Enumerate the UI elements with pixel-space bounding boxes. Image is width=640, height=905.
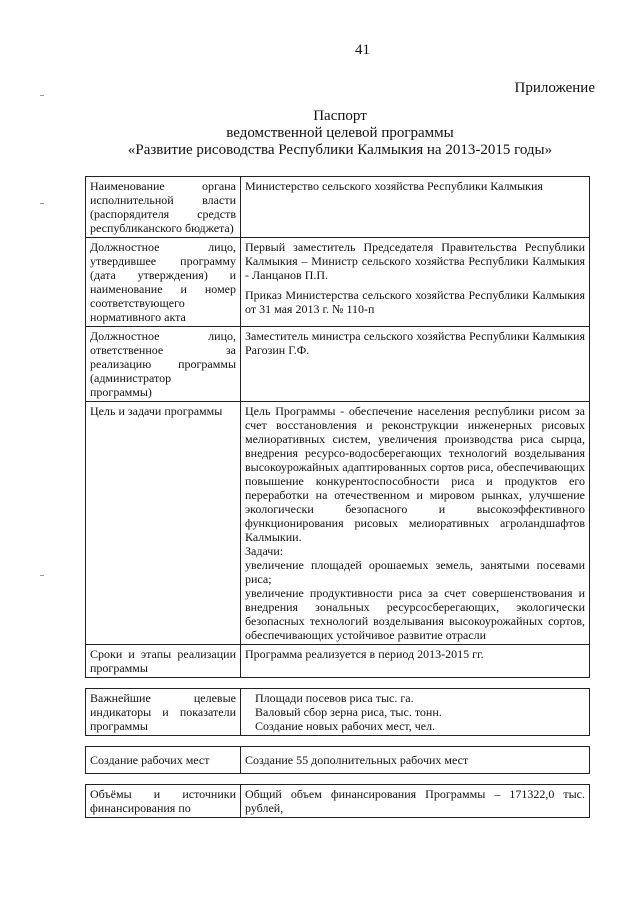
row-value <box>241 645 590 678</box>
row-value <box>241 747 590 774</box>
row-label: Цель и задачи программы <box>86 402 241 645</box>
indicator-item: Площади посевов риса тыс. га. <box>255 691 414 705</box>
table-row <box>86 747 590 774</box>
document-title <box>60 108 620 159</box>
margin-mark <box>40 203 44 204</box>
value-paragraph: Создание 55 дополнительных рабочих мест <box>245 753 469 767</box>
value-paragraph: Заместитель министра сельского хозяйства Республики Калмыкия Рагозин Г.Ф. <box>245 329 585 357</box>
title-line: ведомственной целевой программы <box>226 125 454 141</box>
row-label: Сроки и этапы реализации программы <box>86 645 241 678</box>
value-paragraph: увеличение площадей орошаемых земель, занятыми посевами риса; <box>245 558 585 586</box>
indicator-item: Создание новых рабочих мест, чел. <box>255 719 436 733</box>
row-label: Объёмы и источники финансирования по <box>86 785 241 818</box>
table-row <box>86 689 590 736</box>
row-value <box>241 689 590 736</box>
value-paragraph: Приказ Министерства сельского хозяйства Республики Калмыкия от 31 мая 2013 г. № 110-п <box>245 288 585 316</box>
value-paragraph: увеличение продуктивности риса за счет совершенствования и внедрения зональных ресурсосберегающих, экологически безопасных технологий возделывания высокоурожайных сортов, обеспечивающих устойчивое развитие отрасли <box>245 586 585 642</box>
margin-mark <box>40 95 44 96</box>
table-row <box>86 238 590 327</box>
indicator-item: Валовый сбор зерна риса, тыс. тонн. <box>255 705 442 719</box>
row-value <box>241 327 590 402</box>
row-label: Создание рабочих мест <box>86 747 241 774</box>
page-number: 41 <box>355 42 370 58</box>
row-label: Должностное лицо, утвердившее программу (дата утверждения) и наименование и номер соответствующего нормативного акта <box>86 238 241 327</box>
row-label: Должностное лицо, ответственное за реализацию программы (администратор программы) <box>86 327 241 402</box>
table-gap <box>86 678 590 689</box>
value-paragraph: Задачи: <box>245 544 284 558</box>
table-gap <box>86 774 590 785</box>
value-paragraph: Первый заместитель Председателя Правительства Республики Калмыкия – Министр сельского хозяйства Республики Калмыкия - Ланцанов П.П. <box>245 240 585 282</box>
table-row <box>86 177 590 238</box>
passport-table <box>85 176 590 818</box>
title-line: «Развитие рисоводства Республики Калмыкия на 2013-2015 годы» <box>127 142 553 158</box>
value-paragraph: Министерство сельского хозяйства Республики Калмыкия <box>245 179 543 193</box>
table-row <box>86 645 590 678</box>
margin-mark <box>40 575 44 576</box>
title-line: Паспорт <box>313 108 367 124</box>
table-row <box>86 327 590 402</box>
table-row <box>86 785 590 818</box>
row-value <box>241 177 590 238</box>
row-value <box>241 402 590 645</box>
value-paragraph: Программа реализуется в период 2013-2015 гг. <box>245 647 484 661</box>
value-paragraph: Общий объем финансирования Программы – 171322,0 тыс. рублей, <box>245 787 585 815</box>
row-value <box>241 238 590 327</box>
value-paragraph: Цель Программы - обеспечение населения республики рисом за счет восстановления и реконструкции инженерных рисовых мелиоративных систем, увеличения производства риса сырца, внедрения ресурсо-водосберегающих технологий возделывания высокоурожайных адаптированных сортов риса, обеспечивающих повышение конкурентоспособности риса и продуктов его переработки на отечественном и мировом рынках, улучшение экологически безопасного и высокоэффективного функционирования рисовых мелиоративных агроландшафтов Калмыкии. <box>245 404 585 544</box>
row-label: Наименование органа исполнительной власти (распорядителя средств республиканского бюджета) <box>86 177 241 238</box>
row-label: Важнейшие целевые индикаторы и показатели программы <box>86 689 241 736</box>
table-gap <box>86 736 590 747</box>
appendix-label: Приложение <box>514 80 595 96</box>
row-value <box>241 785 590 818</box>
table-row <box>86 402 590 645</box>
